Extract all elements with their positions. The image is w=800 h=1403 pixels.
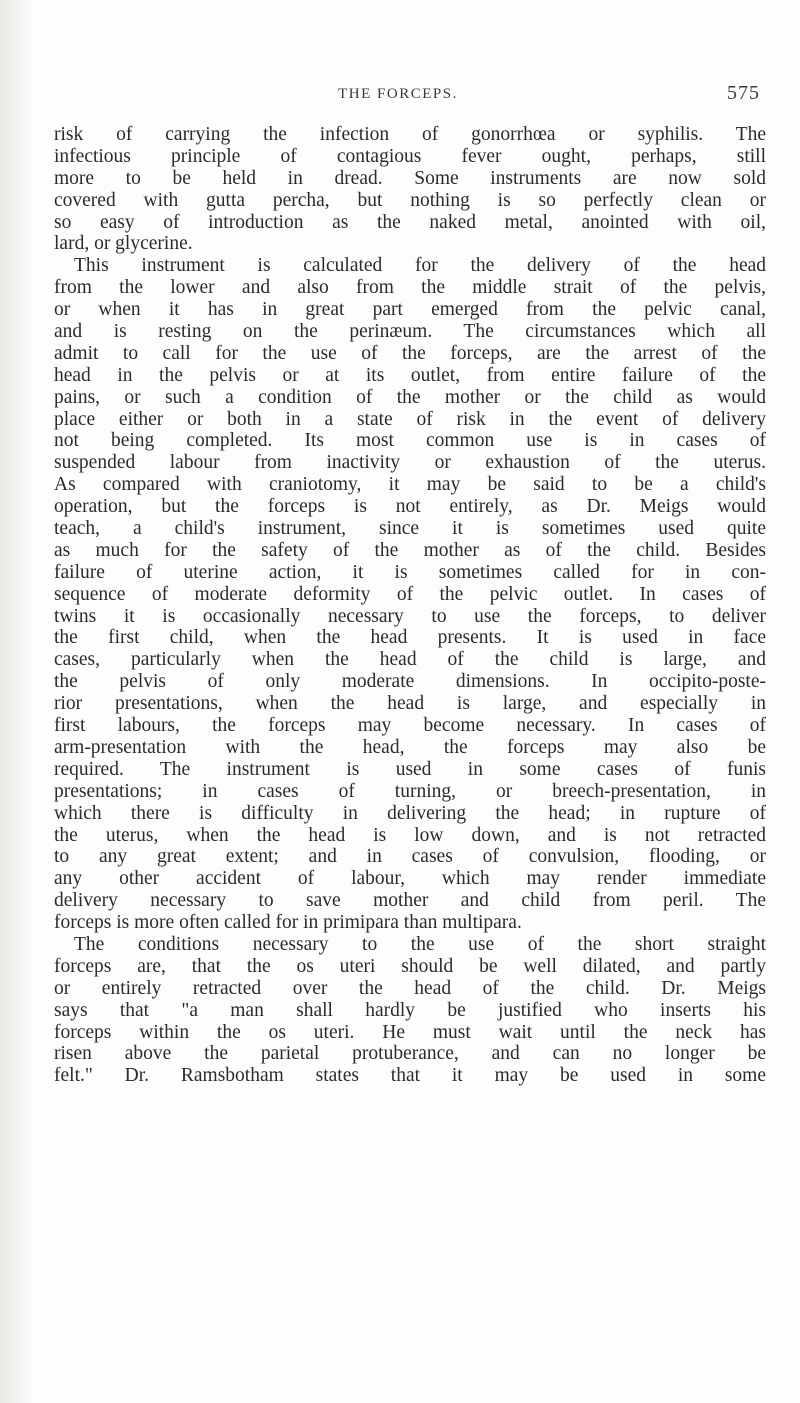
- text-line: operation, but the forceps is not entirely, as Dr. Meigs would: [54, 496, 766, 518]
- text-line: risk of carrying the infection of gonorrhœa or syphilis. The: [54, 124, 766, 145]
- text-line: and is resting on the perinæum. The circumstances which all: [54, 321, 766, 343]
- text-line: or entirely retracted over the head of the child. Dr. Meigs: [54, 977, 766, 999]
- text-line: which there is difficulty in delivering the head; in rupture of: [54, 802, 766, 824]
- text-line: forceps within the os uteri. He must wait until the neck has: [54, 1021, 766, 1043]
- text-line: risen above the parietal protuberance, and can no longer be: [54, 1043, 766, 1065]
- text-line: the uterus, when the head is low down, and is not retracted: [54, 824, 766, 846]
- binding-shadow: [0, 0, 34, 1403]
- text-line: covered with gutta percha, but nothing is so perfectly clean or: [54, 189, 766, 211]
- text-line: The conditions necessary to the use of the short straight: [74, 933, 766, 955]
- text-line: suspended labour from inactivity or exhaustion of the uterus.: [54, 452, 766, 474]
- text-line: infectious principle of contagious fever ought, perhaps, still: [54, 145, 766, 167]
- text-line: forceps are, that the os uteri should be well dilated, and partly: [54, 955, 766, 977]
- body-text: [54, 124, 766, 1087]
- text-line: the pelvis of only moderate dimensions. In occipito-poste-: [54, 671, 766, 693]
- text-line: admit to call for the use of the forceps, are the arrest of the: [54, 342, 766, 364]
- header-title: THE FORCEPS.: [338, 86, 458, 102]
- text-line: failure of uterine action, it is sometimes called for in con-: [54, 561, 766, 583]
- text-line: forceps is more often called for in primipara than multipara.: [54, 912, 522, 934]
- text-line: or when it has in great part emerged from the pelvic canal,: [54, 299, 766, 321]
- text-line: arm-presentation with the head, the forceps may also be: [54, 736, 766, 758]
- page-number: 575: [727, 82, 760, 104]
- text-line: any other accident of labour, which may render immediate: [54, 868, 766, 890]
- text-line: from the lower and also from the middle strait of the pelvis,: [54, 277, 766, 299]
- text-line: head in the pelvis or at its outlet, from entire failure of the: [54, 364, 766, 386]
- text-line: pains, or such a condition of the mother or the child as would: [54, 386, 766, 408]
- text-line: teach, a child's instrument, since it is sometimes used quite: [54, 518, 766, 540]
- text-line: twins it is occasionally necessary to use the forceps, to deliver: [54, 605, 766, 627]
- text-line: not being completed. Its most common use is in cases of: [54, 430, 766, 452]
- text-line: rior presentations, when the head is large, and especially in: [54, 693, 766, 715]
- text-line: sequence of moderate deformity of the pelvic outlet. In cases of: [54, 583, 766, 605]
- text-line: cases, particularly when the head of the child is large, and: [54, 649, 766, 671]
- text-line: lard, or glycerine.: [54, 233, 193, 255]
- text-line: presentations; in cases of turning, or breech-presentation, in: [54, 780, 766, 802]
- text-line: delivery necessary to save mother and child from peril. The: [54, 890, 766, 912]
- running-head: [0, 0, 800, 104]
- text-line: so easy of introduction as the naked metal, anointed with oil,: [54, 211, 766, 233]
- text-line: This instrument is calculated for the delivery of the head: [74, 255, 766, 277]
- text-line: first labours, the forceps may become necessary. In cases of: [54, 715, 766, 737]
- text-line: says that "a man shall hardly be justified who inserts his: [54, 999, 766, 1021]
- text-line: felt." Dr. Ramsbotham states that it may be used in some: [54, 1065, 766, 1087]
- text-line: place either or both in a state of risk in the event of delivery: [54, 408, 766, 430]
- text-line: as much for the safety of the mother as of the child. Besides: [54, 539, 766, 561]
- text-line: to any great extent; and in cases of convulsion, flooding, or: [54, 846, 766, 868]
- text-line: more to be held in dread. Some instruments are now sold: [54, 167, 766, 189]
- text-line: the first child, when the head presents. It is used in face: [54, 627, 766, 649]
- text-line: As compared with craniotomy, it may be said to be a child's: [54, 474, 766, 496]
- text-line: required. The instrument is used in some cases of funis: [54, 758, 766, 780]
